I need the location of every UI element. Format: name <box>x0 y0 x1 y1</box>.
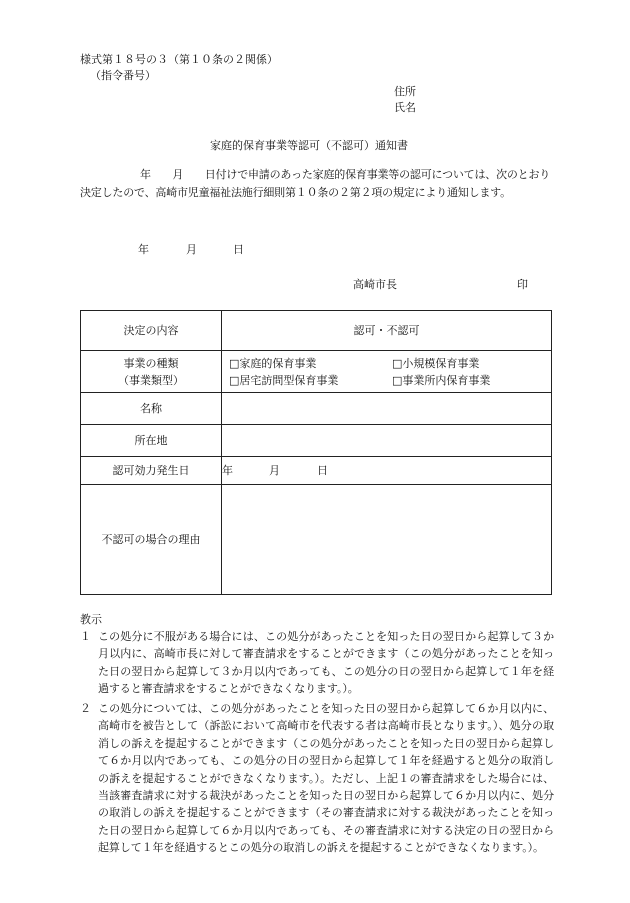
name-row <box>81 393 552 425</box>
form-number: 様式第１８号の３（第１０条の２関係） <box>80 53 278 66</box>
business-type-label-line1: 事業の種類 <box>123 356 179 370</box>
notice-item-2-text: この処分については、この処分があったことを知った日の翌日から起算して６か月以内に、高崎市を被告として（訴訟において高崎市を代表する者は高崎市長となります。）、処分の取消しの訴えを提起することができます（この処分があったことを知った日の翌日から起算して６か月以内であっても、この処分の日の翌日から起算して１年を経過すると処分の取消しの訴えを提起することができなくなります。）。ただし、上記１の審査請求をした場合には、当該審査請求に対する裁決があったことを知った日の翌日から起算して６か月以内に、処分の取消しの訴えを提起することができます（その審査請求に対する裁決があったことを知った日の翌日から起算して６か月以内であっても、その審査請求に対する決定の日の翌日から起算して１年を経過するとこの処分の取消しの訴えを提起することができなくなります。）。 <box>98 702 554 855</box>
decision-row <box>81 311 552 351</box>
body-paragraph: 年 月 日付けで申請のあった家庭的保育事業等の認可については、次のとおり決定したので、高崎市児童福祉法施行細則第１０条の２第２項の規定により通知します。 <box>80 168 551 199</box>
effective-date-row <box>81 457 552 485</box>
business-type-options <box>222 351 552 393</box>
effective-date-month: 月 <box>269 464 280 477</box>
reason-label: 不認可の場合の理由 <box>81 485 222 595</box>
seal-mark: 印 <box>517 278 528 291</box>
facility-name-value[interactable] <box>222 393 552 425</box>
date-month: 月 <box>186 243 197 256</box>
checkbox-family-childcare[interactable]: □家庭的保育事業 <box>229 356 317 370</box>
decision-value: 認可・不認可 <box>222 311 552 351</box>
address-label: 住所 <box>394 85 416 98</box>
business-type-row <box>81 351 552 393</box>
business-type-label-line2: （事業類型） <box>118 373 184 387</box>
date-year: 年 <box>138 243 149 256</box>
reason-value[interactable] <box>222 485 552 595</box>
reason-row <box>81 485 552 595</box>
issuer-title: 高崎市長 <box>353 278 397 291</box>
notice-item-1-number: １ <box>80 630 91 643</box>
notice-item-2-number: ２ <box>80 702 91 715</box>
location-label: 所在地 <box>81 425 222 457</box>
facility-name-label: 名称 <box>81 393 222 425</box>
effective-date-day: 日 <box>317 464 328 477</box>
decision-label: 決定の内容 <box>81 311 222 351</box>
checkbox-small-scale-childcare[interactable]: □小規模保育事業 <box>392 356 480 370</box>
notice-item-1 <box>80 628 554 698</box>
location-row <box>81 425 552 457</box>
effective-date-label: 認可効力発生日 <box>81 457 222 485</box>
decision-table <box>80 310 552 595</box>
notice-title: 教示 <box>80 613 102 626</box>
checkbox-home-visit-childcare[interactable]: □居宅訪問型保育事業 <box>229 373 339 387</box>
name-label: 氏名 <box>394 101 416 114</box>
document-title: 家庭的保育事業等認可（不認可）通知書 <box>210 139 408 152</box>
reference-number: （指令番号） <box>90 69 156 82</box>
checkbox-workplace-childcare[interactable]: □事業所内保育事業 <box>392 373 491 387</box>
effective-date-year: 年 <box>222 464 233 477</box>
effective-date-value[interactable] <box>222 457 552 485</box>
notice-item-2 <box>80 700 554 857</box>
date-day: 日 <box>233 243 244 256</box>
location-value[interactable] <box>222 425 552 457</box>
business-type-label <box>81 351 222 393</box>
notice-item-1-text: この処分に不服がある場合には、この処分があったことを知った日の翌日から起算して３か月以内に、高崎市長に対して審査請求をすることができます（この処分があったことを知った日の翌日から起算して３か月以内であっても、この処分の日の翌日から起算して１年を経過すると審査請求をすることができなくなります。）。 <box>98 630 554 696</box>
